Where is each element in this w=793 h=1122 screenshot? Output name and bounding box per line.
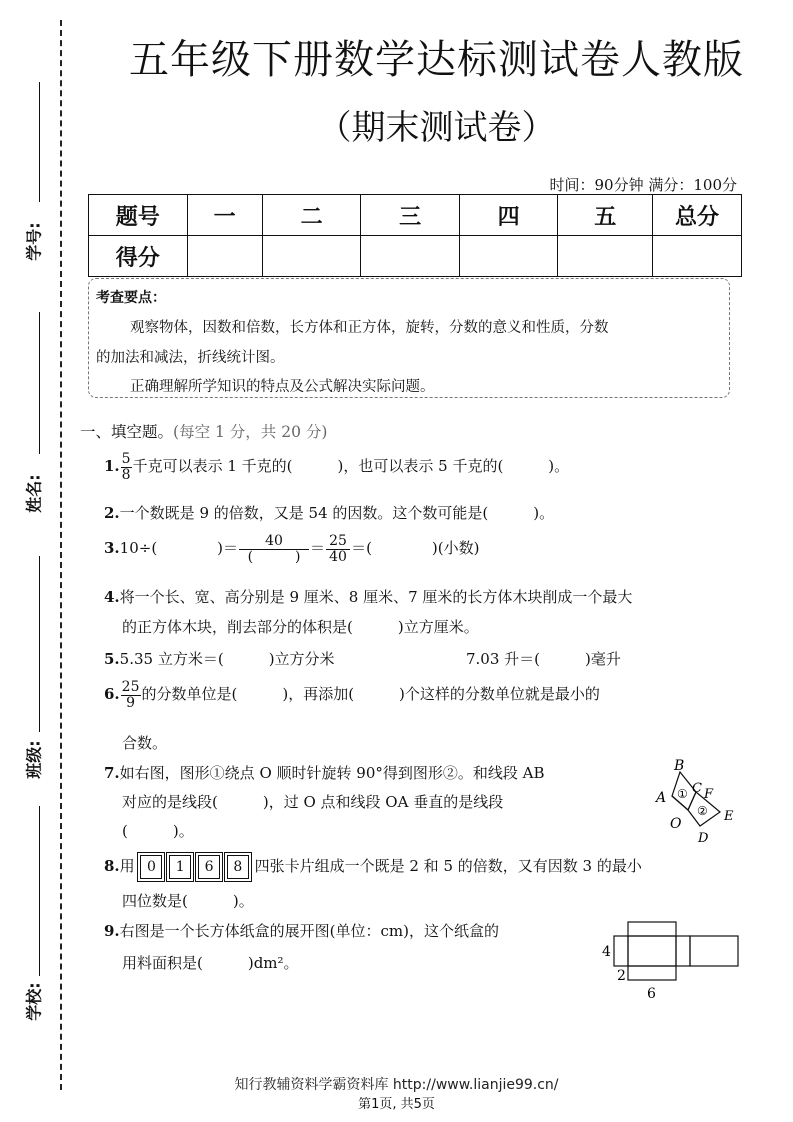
key-points-title: 考查要点：: [96, 290, 166, 306]
question-6: [104, 680, 600, 710]
class-line: [39, 556, 40, 732]
fraction-numerator: 25: [121, 679, 140, 695]
question-number: 6.: [104, 685, 120, 704]
footer-source: 知行教辅资料学霸资料库 http://www.lianjie99.cn/: [234, 1077, 559, 1093]
question-7-line2: 对应的是线段( )，过 O 点和线段 OA 垂直的是线段: [122, 793, 504, 811]
score-header-cell: 五: [558, 195, 653, 236]
score-cell[interactable]: [187, 236, 262, 277]
digit-card: 6: [198, 855, 220, 879]
box-net-figure: [600, 918, 742, 1004]
question-text: 用: [119, 857, 135, 875]
digit-card: 1: [169, 855, 191, 879]
fraction-numerator: 5: [121, 451, 131, 467]
fraction-denominator: 8: [121, 466, 131, 483]
question-7-line3: ( )。: [122, 822, 194, 840]
score-row-label: 得分: [89, 236, 188, 277]
question-8-line2: 四位数是( )。: [122, 892, 254, 910]
name-line: [39, 312, 40, 454]
question-4-line2: 的正方体木块，削去部分的体积是( )立方厘米。: [122, 618, 479, 636]
question-text: 10÷( )＝: [119, 539, 239, 558]
fraction-denominator: 40: [329, 548, 347, 565]
label-D: D: [698, 831, 709, 846]
score-cell[interactable]: [459, 236, 558, 277]
net-face: [628, 966, 676, 980]
label-F: F: [704, 787, 714, 802]
score-cell[interactable]: [653, 236, 742, 277]
fraction: [239, 534, 309, 564]
label-shape2: ②: [697, 804, 708, 818]
question-text: ＝( )(小数): [351, 539, 480, 558]
school-label: 学校:: [24, 982, 44, 1021]
section-heading: [80, 420, 327, 442]
label-A: A: [656, 790, 667, 806]
question-text: 如右图，图形①绕点 O 顺时针旋转 90°得到图形②。和线段 AB: [119, 764, 545, 782]
question-number: 7.: [104, 764, 120, 782]
score-table-header-row: [89, 195, 742, 236]
question-text: 千克可以表示 1 千克的( )，也可以表示 5 千克的( )。: [132, 457, 570, 476]
score-cell[interactable]: [558, 236, 653, 277]
dim-length: 6: [647, 986, 656, 1002]
question-number: 1.: [104, 457, 120, 476]
fraction-denominator: ( ): [247, 548, 301, 565]
question-number: 5.: [104, 650, 120, 668]
fraction: [121, 680, 141, 710]
question-number: 3.: [104, 539, 120, 558]
score-header-cell: 三: [361, 195, 460, 236]
dim-height: 4: [602, 944, 611, 960]
question-5: [104, 648, 335, 669]
question-number: 8.: [104, 857, 120, 875]
label-C: C: [692, 781, 702, 796]
net-face: [628, 922, 676, 936]
fraction: [121, 452, 132, 482]
class-label: 班级:: [24, 740, 44, 779]
label-B: B: [674, 758, 685, 774]
question-1: [104, 452, 569, 482]
school-line: [39, 806, 40, 976]
student-id-label: 学号:: [24, 222, 44, 261]
rotation-figure: [650, 758, 745, 846]
question-9: [104, 920, 499, 941]
question-text: 四张卡片组成一个既是 2 和 5 的倍数，又有因数 3 的最小: [254, 857, 642, 875]
fraction-numerator: 40: [239, 534, 309, 550]
question-text: 右图是一个长方体纸盒的展开图(单位：cm)，这个纸盒的: [119, 922, 500, 940]
time-info: 时间：90分钟 满分：100分: [549, 176, 737, 194]
question-number: 9.: [104, 922, 120, 940]
score-table-score-row: [89, 236, 742, 277]
score-cell[interactable]: [361, 236, 460, 277]
label-O: O: [670, 816, 682, 832]
fraction-denominator: 9: [126, 694, 136, 711]
fraction: [326, 534, 350, 564]
score-header-cell: 二: [262, 195, 361, 236]
question-text: 5.35 立方米＝( )立方分米: [119, 650, 335, 668]
question-9-line2: 用料面积是( )dm²。: [122, 954, 299, 972]
page-number: 第1页, 共5页: [358, 1097, 435, 1112]
score-cell[interactable]: [262, 236, 361, 277]
key-points-line1: 观察物体，因数和倍数，长方体和正方体，旋转，分数的意义和性质，分数: [130, 320, 609, 336]
page-title: 五年级下册数学达标测试卷人教版: [129, 37, 744, 83]
page-subtitle: （期末测试卷）: [317, 108, 556, 148]
question-5-part-b: 7.03 升＝( )毫升: [466, 650, 621, 668]
score-header-cell: 总分: [653, 195, 742, 236]
section-title: 一、填空题。: [80, 423, 174, 441]
fraction-numerator: 25: [326, 534, 350, 550]
section-note: (每空 1 分，共 20 分): [173, 423, 328, 441]
score-table: [88, 194, 742, 277]
score-header-cell: 题号: [89, 195, 188, 236]
label-shape1: ①: [677, 787, 688, 801]
question-2: [104, 502, 554, 523]
key-points-line3: 正确理解所学知识的特点及公式解决实际问题。: [130, 379, 435, 395]
digit-card: 8: [227, 855, 249, 879]
question-text: 的分数单位是( )，再添加( )个这样的分数单位就是最小的: [141, 685, 600, 704]
question-7: [104, 762, 545, 783]
net-face: [676, 936, 690, 966]
key-points-line2: 的加法和减法，折线统计图。: [96, 350, 285, 366]
question-text: ＝: [310, 539, 326, 558]
student-id-line: [39, 82, 40, 202]
question-number: 2.: [104, 504, 120, 522]
question-6-line2: 合数。: [122, 734, 168, 752]
question-3: [104, 534, 479, 564]
digit-card: 0: [140, 855, 162, 879]
question-text: 将一个长、宽、高分别是 9 厘米、8 厘米、7 厘米的长方体木块削成一个最大: [119, 588, 633, 606]
question-8: [104, 855, 642, 879]
question-text: 一个数既是 9 的倍数，又是 54 的因数。这个数可能是( )。: [119, 504, 555, 522]
binding-dashed-line: [60, 20, 62, 1090]
net-face: [690, 936, 738, 966]
question-4: [104, 586, 632, 607]
label-E: E: [724, 809, 734, 824]
question-number: 4.: [104, 588, 120, 606]
score-header-cell: 四: [459, 195, 558, 236]
score-header-cell: 一: [187, 195, 262, 236]
net-face: [628, 936, 676, 966]
name-label: 姓名:: [24, 474, 44, 513]
net-face: [614, 936, 628, 966]
dim-width: 2: [617, 968, 626, 984]
